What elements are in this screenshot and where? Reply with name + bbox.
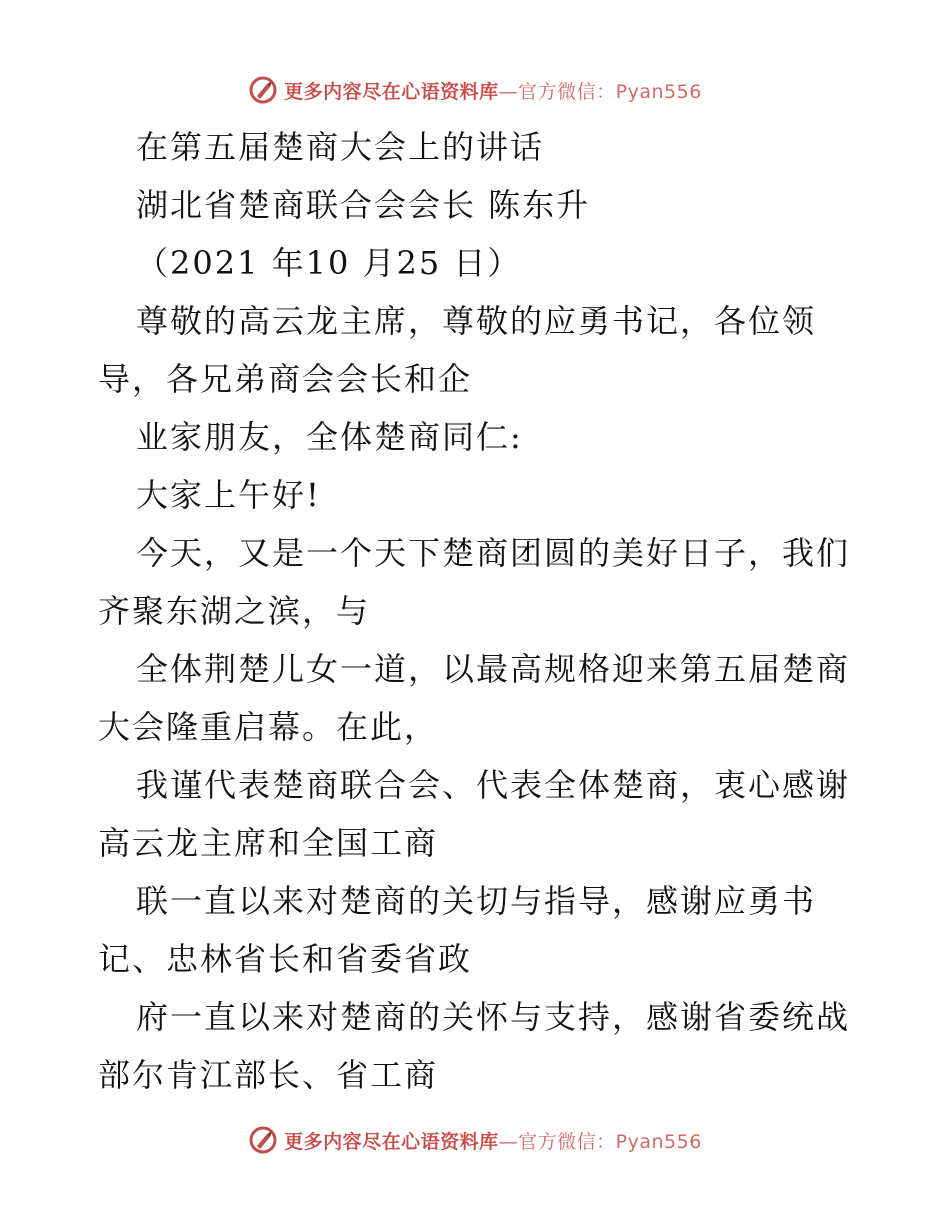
doc-line: 导，各兄弟商会会长和企 <box>98 360 473 398</box>
doc-line: 我谨代表楚商联合会、代表全体楚商，衷心感谢 <box>136 766 851 804</box>
doc-line: 业家朋友，全体楚商同仁: <box>136 418 523 456</box>
doc-line: 大会隆重启幕。在此， <box>98 708 439 746</box>
watermark-text <box>284 77 702 104</box>
watermark-text <box>284 1127 702 1154</box>
doc-line: 今天，又是一个天下楚商团圆的美好日子，我们 <box>136 534 851 572</box>
doc-line: 高云龙主席和全国工商 <box>98 824 439 862</box>
doc-line: 部尔肯江部长、省工商 <box>98 1056 439 1094</box>
pen-logo-icon <box>248 75 278 105</box>
doc-line: 联一直以来对楚商的关切与指导，感谢应勇书 <box>136 882 817 920</box>
doc-line: 全体荆楚儿女一道，以最高规格迎来第五届楚商 <box>136 650 851 688</box>
footer-watermark <box>0 1120 950 1160</box>
pen-logo-icon <box>248 1125 278 1155</box>
doc-line: 记、忠林省长和省委省政 <box>98 940 473 978</box>
watermark-prefix: 更多内容尽在心语资料库 <box>284 1130 499 1153</box>
doc-title: 在第五届楚商大会上的讲话 <box>136 128 545 166</box>
doc-author: 湖北省楚商联合会会长 陈东升 <box>136 186 591 224</box>
doc-line: 齐聚东湖之滨，与 <box>98 592 371 630</box>
watermark-suffix: —官方微信：Pyan556 <box>498 80 702 103</box>
doc-date: （2021 年10 月25 日） <box>136 244 522 282</box>
doc-line: 尊敬的高云龙主席，尊敬的应勇书记，各位领 <box>136 302 817 340</box>
watermark-suffix: —官方微信：Pyan556 <box>498 1130 702 1153</box>
doc-line: 府一直以来对楚商的关怀与支持，感谢省委统战 <box>136 998 851 1036</box>
doc-line: 大家上午好! <box>136 476 321 514</box>
document-body <box>98 118 858 1104</box>
header-watermark <box>0 70 950 110</box>
watermark-prefix: 更多内容尽在心语资料库 <box>284 80 499 103</box>
